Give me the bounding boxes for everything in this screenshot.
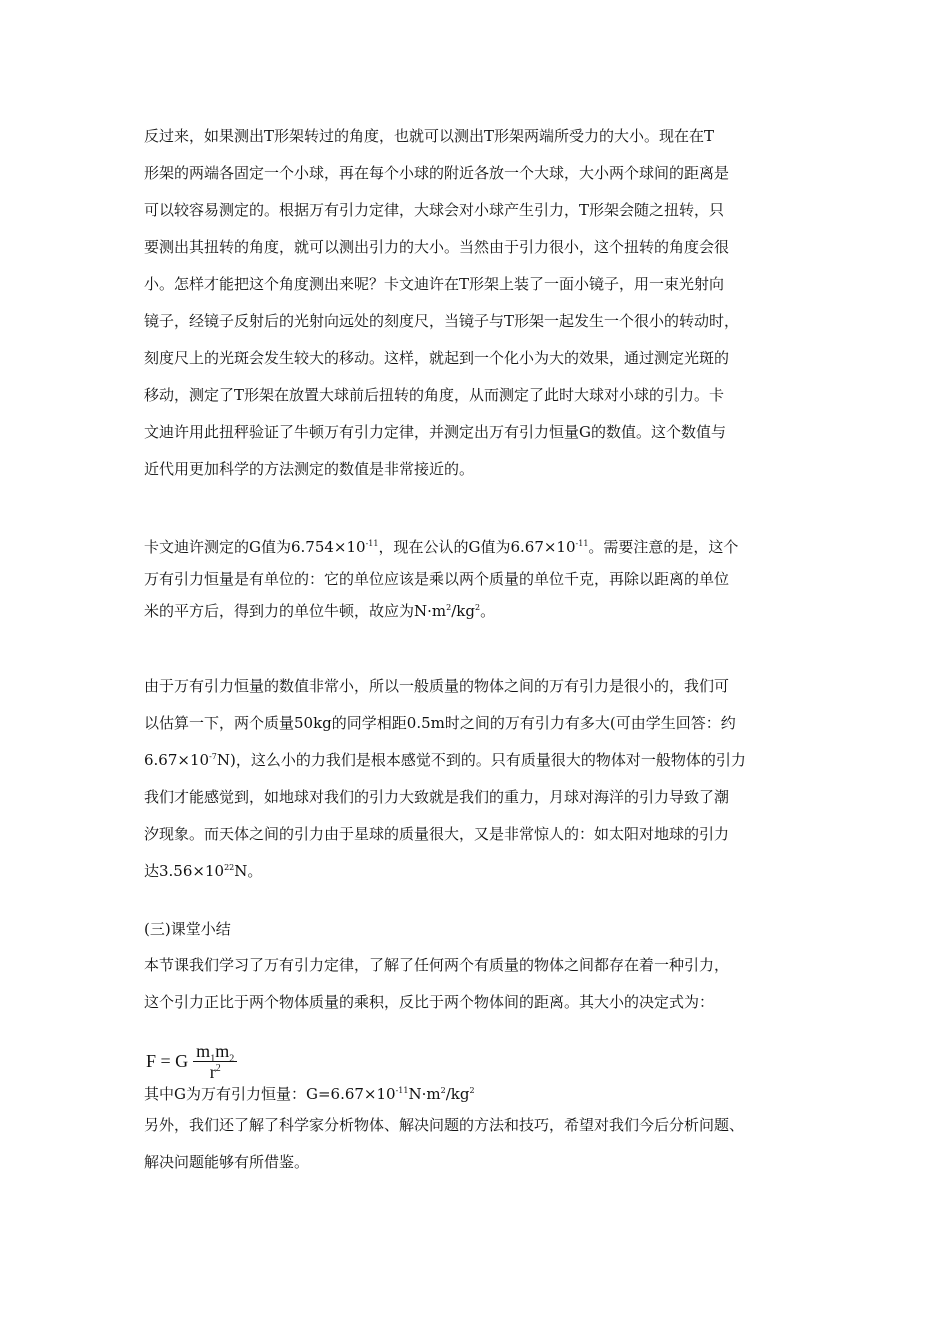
text-line: 移动，测定了T形架在放置大球前后扭转的角度，从而测定了此时大球对小球的引力。卡 (144, 386, 725, 404)
text-line: 形架的两端各固定一个小球，再在每个小球的附近各放一个大球，大小两个球间的距离是 (144, 164, 730, 182)
paragraph-summary (144, 947, 809, 1021)
paragraph-torsion-balance (144, 118, 809, 488)
text-line: 米的平方后，得到力的单位牛顿，故应为$N\cdot m^2/kg^2$。 (144, 602, 496, 620)
formula-denominator: $r^2$ (209, 1061, 221, 1082)
text-line: 这个引力正比于两个物体质量的乘积，反比于两个物体间的距离。其大小的决定式为： (144, 993, 715, 1011)
text-line: 达$3.56\times 10^{22}N$。 (144, 862, 263, 880)
text-line: 万有引力恒量是有单位的：它的单位应该是乘以两个质量的单位千克，再除以距离的单位 (144, 570, 730, 588)
text-line: 以估算一下，两个质量50kg的同学相距0.5m时之间的万有引力有多大(可由学生回答：约 (144, 714, 736, 732)
section-heading: (三)课堂小结 (144, 920, 231, 938)
text-line: 近代用更加科学的方法测定的数值是非常接近的。 (144, 460, 475, 478)
text-line: 汐现象。而天体之间的引力由于星球的质量很大，又是非常惊人的：如太阳对地球的引力 (144, 825, 730, 843)
text-line: 小。怎样才能把这个角度测出来呢？卡文迪许在T形架上装了一面小镜子，用一束光射向 (144, 275, 725, 293)
text-line: 本节课我们学习了万有引力定律，了解了任何两个有质量的物体之间都存在着一种引力， (144, 956, 730, 974)
paragraph-g-value (144, 531, 809, 627)
paragraph-magnitude-estimate (144, 668, 809, 890)
formula-lhs: F = G (146, 1050, 189, 1071)
text-line: 要测出其扭转的角度，就可以测出引力的大小。当然由于引力很小，这个扭转的角度会很 (144, 238, 730, 256)
text-line: 刻度尺上的光斑会发生较大的移动。这样，就起到一个化小为大的效果，通过测定光斑的 (144, 349, 730, 367)
text-line: 我们才能感觉到，如地球对我们的引力大致就是我们的重力，月球对海洋的引力导致了潮 (144, 788, 730, 806)
paragraph-closing (144, 1107, 809, 1181)
formula-fraction (193, 1041, 237, 1082)
text-line: 卡文迪许测定的G值为$6.754\times 10^{-11}$，现在公认的G值为$6.67\times 10^{-11}$。需要注意的是，这个 (144, 538, 739, 556)
text-line: 反过来，如果测出T形架转过的角度，也就可以测出T形架两端所受力的大小。现在在T (144, 127, 715, 145)
formula-numerator: $m_1m_2$ (193, 1041, 237, 1062)
text-line: 镜子，经镜子反射后的光射向远处的刻度尺，当镜子与T形架一起发生一个很小的转动时， (144, 312, 740, 330)
text-line: 另外，我们还了解了科学家分析物体、解决问题的方法和技巧，希望对我们今后分析问题、 (144, 1116, 745, 1134)
gravitation-formula (146, 1040, 237, 1082)
text-line: 解决问题能够有所借鉴。 (144, 1153, 310, 1171)
text-line: 文迪许用此扭秤验证了牛顿万有引力定律，并测定出万有引力恒量G的数值。这个数值与 (144, 423, 726, 441)
text-line: $6.67\times 10^{-7}N$)，这么小的力我们是根本感觉不到的。只有质量很大的物体对一般物体的引力 (144, 751, 746, 769)
constant-line: 其中G为万有引力恒量：$G=6.67\times 10^{-11}N\cdot m^2/kg^2$ (144, 1085, 475, 1103)
text-line: 可以较容易测定的。根据万有引力定律，大球会对小球产生引力，T形架会随之扭转，只 (144, 201, 725, 219)
text-line: 由于万有引力恒量的数值非常小，所以一般质量的物体之间的万有引力是很小的，我们可 (144, 677, 730, 695)
